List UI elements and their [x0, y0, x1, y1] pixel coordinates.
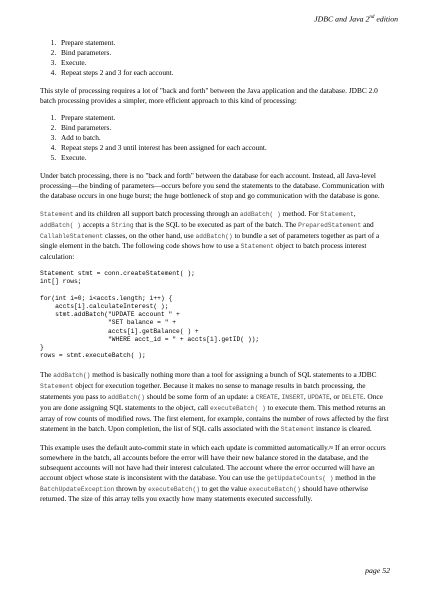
text-run: method in the [333, 472, 376, 482]
list-item: 5. Execute. [58, 153, 390, 163]
inline-code: PreparedStatement [298, 221, 362, 229]
text-run: that is the SQL to be executed as part of the batch. The [133, 219, 299, 229]
text-run: , [277, 392, 282, 402]
text-run: and [361, 219, 374, 229]
list-item: 3. Add to batch. [58, 133, 390, 143]
inline-code: Statement [240, 243, 274, 251]
paragraph [40, 209, 390, 263]
inline-code: addBatch() [107, 394, 145, 402]
text-run: and its children all support batch processing through an [73, 208, 240, 218]
inline-code: INSERT [281, 394, 304, 402]
inline-code: executeBatch() [147, 485, 200, 493]
text-run: If an error occurs somewhere in the batch, all accounts before the error will have their new balance stored in the database, and the subsequent accounts will not have had their interest calculated. The account where the error occurred will have an account object whose state is inconsistent with the database. You can use the [40, 442, 386, 482]
inline-code: addBatch() [195, 232, 233, 240]
header-superscript: nd [369, 15, 375, 20]
page-number: page 52 [365, 566, 390, 575]
text-run: method. For [280, 208, 321, 218]
list-item: 3. Execute. [58, 58, 390, 68]
inline-code: Statement [320, 210, 354, 218]
inline-code: String [111, 221, 134, 229]
paragraph [40, 443, 390, 504]
inline-code: CREATE [255, 394, 278, 402]
text-run: , [353, 208, 356, 218]
inline-code: DELETE [341, 394, 364, 402]
inline-code: executeBatch() [248, 485, 301, 493]
paragraph [40, 370, 390, 434]
inline-code: addBatch( ) [239, 210, 281, 218]
text-run: instance is cleared. [314, 423, 372, 433]
inline-code: BatchUpdateException [40, 485, 115, 493]
text-run: . Once you are done assigning SQL statements to the object, call [40, 392, 383, 413]
inline-code: CallableStatement [40, 232, 104, 240]
text-run: should be some form of an update: a [144, 392, 256, 402]
text-run: , [303, 392, 308, 402]
footnote-marker[interactable]: ≈ [329, 442, 334, 452]
paragraph: Under batch processing, there is no "back and forth" between the database for each account. Instead, all Java-level processing—the binding of parameters—occurs before you send the statements to the database. Communication with the database occurs in one huge burst; the huge bottleneck of stop and go communication with the database is gone. [40, 170, 385, 200]
inline-code: addBatch() [53, 372, 91, 380]
text-run: to execute them. This method returns an array of row counts of modified rows. The first element, for example, contains the number of rows affected by the first statement in the batch. Upon completion, the list of SQL calls associated with the [40, 403, 389, 433]
list-item: 2. Bind parameters. [58, 48, 390, 58]
inline-code: Statement [280, 425, 315, 433]
list-item: 4. Repeat steps 2 and 3 for each account. [58, 68, 390, 78]
page-content [40, 38, 390, 512]
header-title: JDBC and Java 2 [314, 14, 370, 24]
running-header [314, 13, 398, 24]
text-run: , or [329, 392, 342, 402]
list-item: 1. Prepare statement. [58, 113, 390, 123]
inline-code: executeBatch( ) [210, 405, 266, 413]
code-block: Statement stmt = conn.createStatement( ); int[] rows; for(int i=0; i<accts.length; i++) { accts[i].calculateInterest( ); stmt.addBatch("UPDATE account " + "SET balance = " + accts[i].getBalance( ) + "WHERE acct_id = " + accts[i].getID( )); } rows = stmt.executeBatch( ); [40, 270, 260, 360]
inline-code: Statement [40, 383, 74, 391]
inline-code: getUpdateCounts( ) [266, 474, 334, 482]
paragraph: This style of processing requires a lot of "back and forth" between the Java application and the database. JDBC 2.0 batch processing provides a simpler, more efficient approach to this kind of processing: [40, 85, 378, 105]
text-run: to get the value [199, 483, 249, 493]
text-run: method is basically nothing more than a tool for assigning a bunch of SQL statements to a JDBC [90, 370, 377, 380]
text-run: This example uses the default auto-commit state in which each update is committed automatically. [40, 442, 330, 452]
header-title-suffix: edition [374, 14, 398, 24]
inline-code: UPDATE [307, 394, 330, 402]
text-run: classes, on the other hand, use [103, 230, 196, 240]
inline-code: addBatch( ) [40, 221, 81, 229]
text-run: object to batch process interest calculation: [40, 241, 367, 262]
text-run: should have otherwise returned. The size of this array tells you exactly how many statements executed successfully. [40, 483, 369, 504]
text-run: object for execution together. Because it makes no sense to manage results in batch processing, the statements you pass to [40, 381, 366, 402]
list-item: 4. Repeat steps 2 and 3 until interest has been assigned for each account. [58, 143, 390, 153]
text-run: thrown by [114, 483, 148, 493]
inline-code: Statement [40, 210, 74, 218]
text-run: to bundle a set of parameters together as part of a single element in the batch. The following code shows how to use a [40, 230, 380, 251]
text-run: accepts a [80, 219, 112, 229]
list-item: 2. Bind parameters. [58, 123, 390, 133]
steps-list-batch [40, 113, 390, 163]
text-run: The [40, 370, 54, 380]
list-item: 1. Prepare statement. [58, 38, 390, 48]
steps-list-traditional [40, 38, 390, 78]
